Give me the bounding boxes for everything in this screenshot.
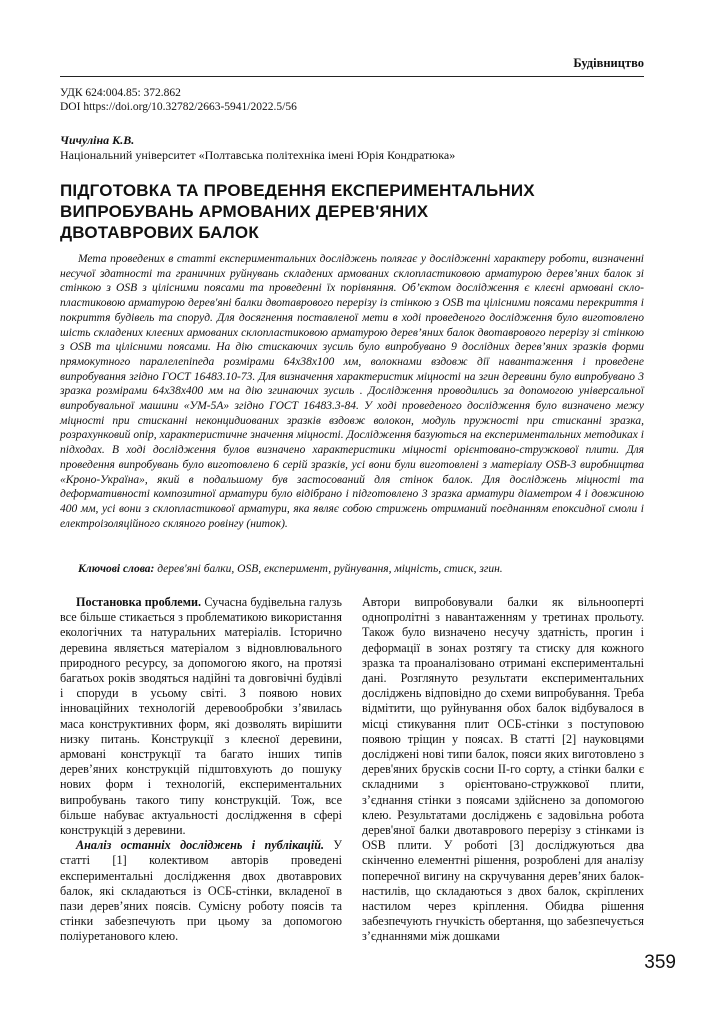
body-column-right — [362, 595, 644, 945]
article-meta — [60, 86, 297, 114]
paragraph-heading: Аналіз останніх досліджень і публікацій. — [76, 838, 325, 853]
header-rule — [60, 76, 644, 77]
article-title — [60, 180, 580, 243]
title-line: ВИПРОБУВАНЬ АРМОВАНИХ ДЕРЕВ'ЯНИХ — [60, 202, 429, 221]
udc-code: УДК 624:004.85: 372.862 — [60, 87, 181, 99]
keywords-label: Ключові слова: — [78, 563, 155, 575]
page-number: 359 — [644, 952, 676, 973]
body-column-left — [60, 595, 342, 945]
paragraph-text: Сучасна будівельна галузь все більше стикається з проблематикою використання екологічних та натуральних матеріалів. Історично деревина являється матеріалом з відновлювального природного ресурсу, за допомогою якого, на протязі багатьох років зводяться надійні та довговічні будівлі і споруди в усьому світі. З появою нових інноваційних технологій деревообробки з’явилась маса конструктивних форм, які дозволять вирішити низку питань. Конструкції з клеєної деревини, армовані конструкції та багато інших типів дерев’яних конструкцій підштовхують до пошуку нових форм і технологій, експериментальних випробувань такого типу конструкцій. Тож, все більше набуває актуальності дослідження в сфері конструкцій з деревини. — [60, 595, 342, 838]
paragraph-text: У статті [1] колективом авторів проведені експериментальні дослідження двох двотаврових балок, які складаються із ОСБ-стінки, вкладеної в пази дерев’яних поясів. Сумісну роботу поясів та стінки забезпечують при цьому за допомогою поліуретанового клею. — [60, 838, 342, 944]
paragraph-continued: Автори випробовували балки як вільноопертi однопролітні з навантаженням у третинах прольоту. Також було визначено несучу здатність, прогин і деформації в зонах розтягу та стиску для кожного зразка та проаналізовано отримані експериментальні дані. Розглянуто результати експериментальних досліджень відповідно до схеми випробування. Треба відмітити, що руйнування обох балок відбувалося в місці стикування плит ОСБ-стінки з поступовою появою тріщин у поясах. В статті [2] науковцями досліджені нові типи балок, пояси яких виготовлено з дерев'яних брусків сосни II-го сорту, а стінки балки є складними з орієнтовано-стружкової плити, з’єднання стінки з поясами здійснено за допомогою клею. Результатами досліджень є задовільна робота дерев'яної балки двотаврового перерізу з стінками із OSB плити. У роботі [3] досліджуються два скінченно елементні рішення, розроблені для аналізу поперечної вигину на скручування дерев’яних балок-настилів, що складаються з двох балок, скріплених настилом через кріплення. Обидва рішення забезпечують гнучкість обертання, що забезпечується з’єднаннями між дошками — [362, 595, 644, 944]
doi-link[interactable]: DOI https://doi.org/10.32782/2663-5941/2022.5/56 — [60, 101, 297, 113]
title-line: ДВОТАВРОВИХ БАЛОК — [60, 223, 259, 242]
abstract: Мета проведених в статті експериментальних досліджень полягає у дослідженні характеру роботи, визначенні несучої здатності та граничних руйнувань складених армованих склопластиковою арматурою дерев’яних балок зі стінкою з OSB з цілісними поясами та проведенні їх порівняння. Об’єктом дослідження є клеєні армовані скло-пластиковою арматурою дерев'яні балки двотаврового перерізу із стінкою з OSB та цілісними поясами перекриття і покриття будівель та споруд. Для досягнення поставленої мети в ході проведеного дослідження було виготовлено шість складених клеєних армованих склопластиковою арматурою дерев’яних балок двотаврового перерізу зі стінкою з OSB та цілісними поясами. На дію стискаючих зусиль було випробувано 9 дослідних дерев’яних зразків форми прямокутного паралелепіпеда розмірами 64х38х100 мм, волокнами вздовж дії навантаження і проведене випробування згідно ГОСТ 16483.10-73. Для визначення характеристик міцності на згин деревини було випробувано 3 зразка розмірами 64х38х400 мм на дію згинаючих зусиль . Дослідження проводились за допомогою універсальної випробувальної машини «УМ-5А» згідно ГОСТ 16483.3-84. У ході проведеного дослідження було визначено межу міцності при стисканні неконцидиованих зразків вздовж волокон, модуль пружності при стисканні зразка, розрахунковий опір, характеристичне значення міцності. Дослідження базуються на експериментальних методиках і підходах. В ході дослідження булов визначено характеристики міцності орієнтовано-стружкової плити. Для проведення випробувань було виготовлено 6 серій зразків, усі вони були виготовлені з матеріалу OSB-3 виробництва «Кроно-Україна», який в подальшому був застосований для стінок балок. Для досліджень міцності та деформативності композитної арматури було відібрано і підготовлено 3 зразка арматури діаметром 4 і довжиною 400 мм, усі вони з склопластикової арматури, яка являє собою стрижень отриманий поєднанням епоксидної смоли і електроізоляційного скляного ровінгу (ниток). — [60, 253, 644, 530]
paragraph-literature — [60, 838, 342, 944]
author-name: Чичуліна К.В. — [60, 133, 135, 147]
title-line: ПІДГОТОВКА ТА ПРОВЕДЕННЯ ЕКСПЕРИМЕНТАЛЬНИХ — [60, 181, 535, 200]
paragraph-heading: Постановка проблеми. — [76, 595, 202, 609]
paragraph-problem — [60, 595, 342, 838]
keywords — [60, 563, 662, 575]
keywords-text: дерев'яні балки, OSB, експеримент, руйнування, міцність, стиск, згин. — [154, 563, 503, 575]
section-header: Будівництво — [573, 56, 644, 70]
author-affiliation: Національний університет «Полтавська політехніка імені Юрія Кондратюка» — [60, 148, 456, 162]
